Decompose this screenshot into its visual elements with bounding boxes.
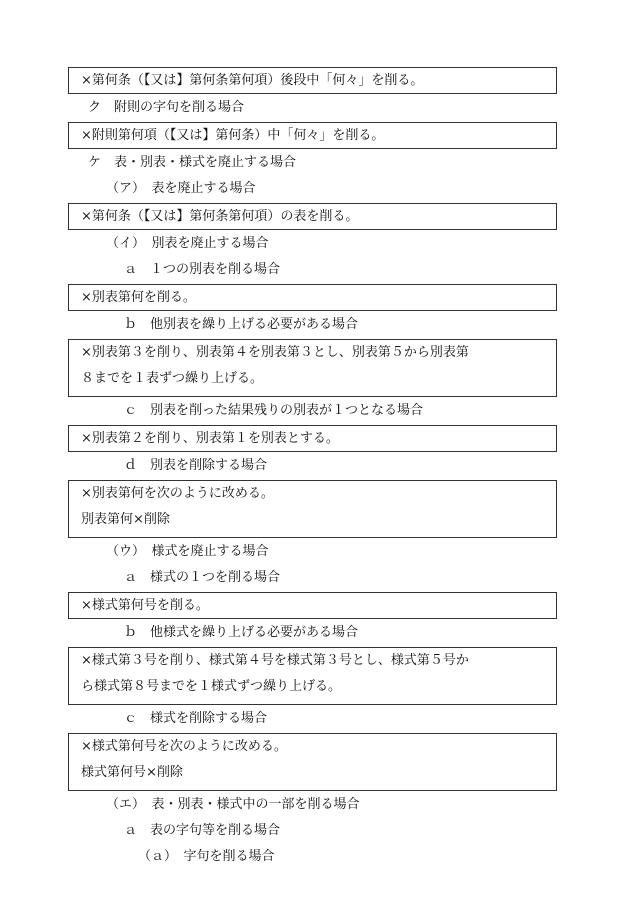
amendment-box [68,67,557,94]
amendment-box [68,480,557,538]
amendment-text: ×様式第３号を削り、様式第４号を様式第３号とし、様式第５号か [81,653,469,668]
amendment-text: 様式第何号×削除 [81,765,183,780]
amendment-text: ×別表第何を次のように改める。 [81,486,274,501]
section-heading: ｂ 他様式を繰り上げる必要がある場合 [124,625,359,640]
amendment-text: 別表第何×削除 [81,512,170,527]
amendment-box [68,284,557,311]
section-heading: （ア） 表を廃止する場合 [106,181,256,196]
section-heading: ｃ 様式を削除する場合 [124,711,268,726]
amendment-text: ８までを１表ずつ繰り上げる。 [81,371,264,386]
section-heading: ａ 表の字句等を削る場合 [124,823,281,838]
amendment-box [68,733,557,791]
amendment-text: ×別表第３を削り、別表第４を別表第３とし、別表第５から別表第 [81,345,469,360]
amendment-text: ×附則第何項（【又は】第何条）中「何々」を削る。 [81,128,385,143]
section-heading: （イ） 別表を廃止する場合 [106,236,269,251]
amendment-text: ら様式第８号までを１様式ずつ繰り上げる。 [81,679,342,694]
amendment-box [68,592,557,619]
amendment-box [68,339,557,397]
section-heading: ａ １つの別表を削る場合 [124,262,281,277]
amendment-text: ×別表第２を削り、別表第１を別表とする。 [81,431,339,446]
section-heading: ｂ 他別表を繰り上げる必要がある場合 [124,317,359,332]
section-heading: ｄ 別表を削除する場合 [124,458,268,473]
section-heading: ａ 様式の１つを削る場合 [124,570,281,585]
section-heading: ケ 表・別表・様式を廃止する場合 [88,155,297,170]
section-heading: （エ） 表・別表・様式中の一部を削る場合 [106,797,360,812]
section-heading: ク 附則の字句を削る場合 [88,100,245,115]
amendment-box [68,122,557,149]
amendment-text: ×第何条（【又は】第何条第何項）後段中「何々」を削る。 [81,73,424,88]
amendment-box [68,425,557,452]
section-heading: （ウ） 様式を廃止する場合 [106,544,269,559]
amendment-box [68,203,557,230]
amendment-text: ×様式第何号を削る。 [81,598,209,613]
amendment-text: ×様式第何号を次のように改める。 [81,739,287,754]
amendment-text: ×第何条（【又は】第何条第何項）の表を削る。 [81,209,359,224]
amendment-box [68,647,557,705]
amendment-text: ×別表第何を削る。 [81,290,196,305]
section-heading: （ａ） 字句を削る場合 [138,849,275,864]
section-heading: ｃ 別表を削った結果残りの別表が１つとなる場合 [124,403,424,418]
